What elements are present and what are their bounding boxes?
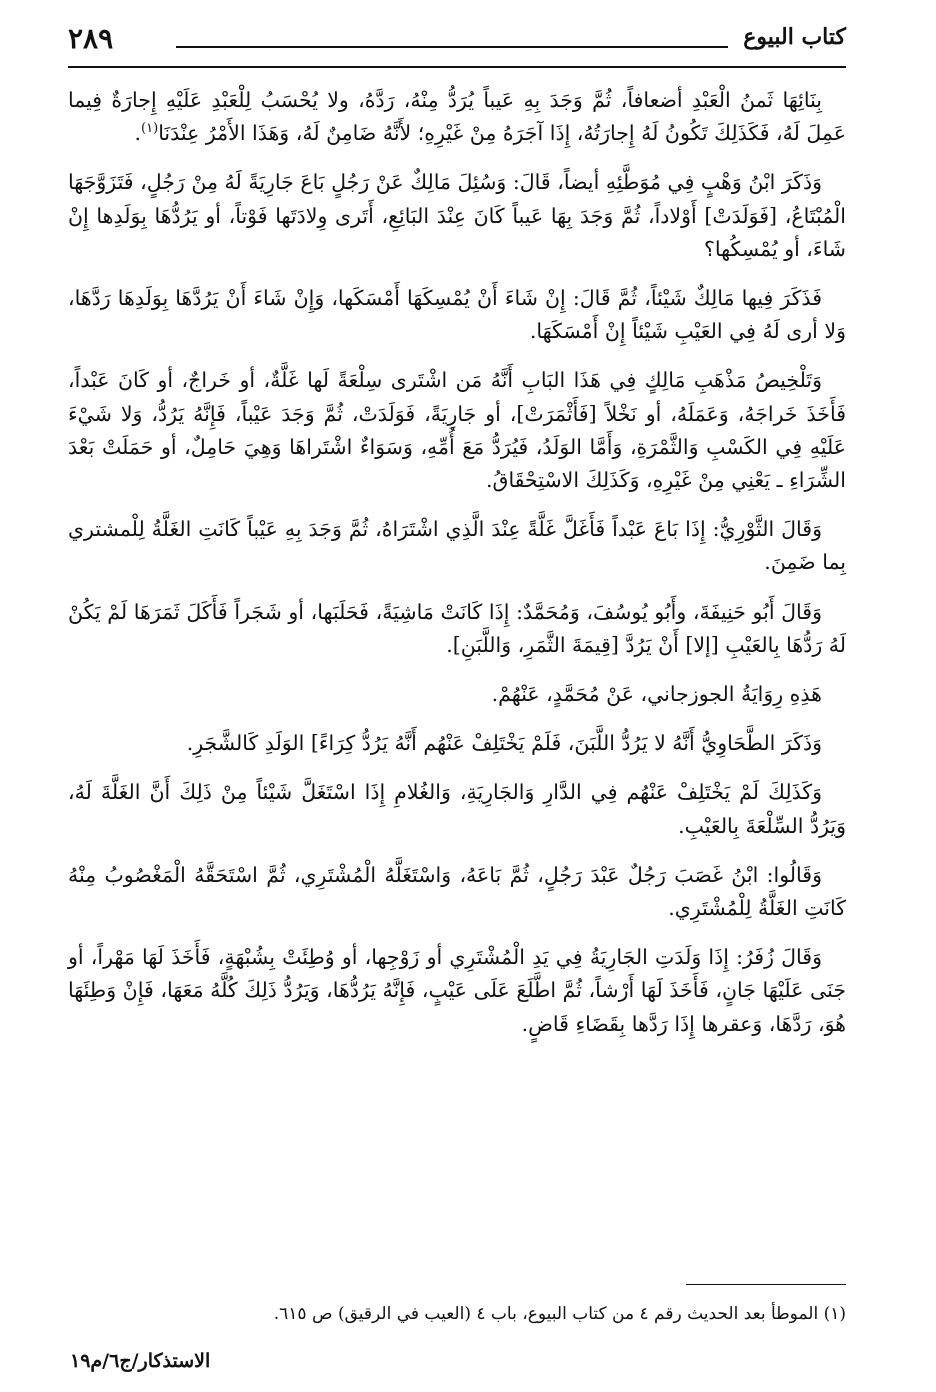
paragraph: وَقَالَ زُفَرُ: إِذَا وَلَدَتِ الجَارِيَةُ فِي يَدِ الْمُشْتَرِي أو زَوْجِها، أو وُطِئَتْ بِشُبْهَةٍ، فَأَخَذَ لَهَا مَهْراً، أو جَنَى عَلَيْهَا جَانٍ، فَأَخَذَ لَهَا أَرْشاً، ثُمَّ اطَّلَعَ عَلَى عَيْبٍ، فَإِنَّهُ يَرُدُّهَا، وَيَرُدُّ ذَلِكَ كُلَّهُ مَعَهَا، فَإِنْ وَطِئَهَا هُوَ، رَدَّهَا، وَعقرها إِذَا رَدَّها بِقَضَاءِ قَاضٍ. xyxy=(68,945,846,1036)
header-line xyxy=(176,46,728,48)
paragraph: وَذَكَرَ ابْنُ وَهْبٍ فِي مُوَطَّئِهِ أيضاً، قَالَ: وَسُئِلَ مَالِكٌ عَنْ رَجُلٍ بَاعَ جَارِيَةً لَهُ مِنْ رَجُلٍ، فَتَزَوَّجَهَا الْمُبْتَاعُ، [فَوَلَدَتْ] أَوْلاداً، ثُمَّ وَجَدَ بِهَا عَيباً كَانَ عِنْدَ البَائِعِ، أَتَرى وِلادَتَها فَوْتاً، أو يَرُدُّهَا بِوَلَدِها إِنْ شَاءَ، أو يُمْسِكُها؟ xyxy=(68,170,846,261)
footnote: (١) الموطأ بعد الحديث رقم ٤ من كتاب البيوع، باب ٤ (العيب في الرقيق) ص ٦١٥. xyxy=(273,1304,846,1324)
running-title: كتاب البيوع xyxy=(743,24,846,50)
paragraph: هَذِهِ رِوَايَةُ الجوزجاني، عَنْ مُحَمَّدٍ، عَنْهُمْ. xyxy=(491,682,822,707)
footnote-rule xyxy=(686,1284,846,1285)
footnote-reference[interactable]: (١) xyxy=(141,121,159,137)
header-rule xyxy=(68,66,846,68)
page-number: ٢٨٩ xyxy=(68,22,114,55)
paragraph-end: . xyxy=(134,121,142,146)
body-text xyxy=(68,84,846,1057)
paragraph: وَتَلْخِيصُ مَذْهَبِ مَالِكٍ فِي هَذَا البَابِ أَنَّهُ مَن اشْتَرى سِلْعَةً لَها غَلَّةٌ، أو خَراجٌ، أو كَانَ عَبْداً، فَأَخَذَ خَراجَهُ، وَعَمَلَهُ، أو نَخْلاً [فَأَثْمَرَتْ]، أو جَارِيَةً، فَوَلَدَتْ، ثُمَّ وَجَدَ عَيْباً، فَإِنَّهُ يَرُدُّ، وَلا شَيْءَ عَلَيْهِ فِي الكَسْبِ وَالثَّمْرَةِ، وَأَمَّا الوَلَدُ، فَيُرَدُّ مَعَ أُمِّهِ، وَسَوَاءٌ اشْتَراهَا وَهِيَ حَامِلٌ، أو حَمَلَتْ بَعْدَ الشِّرَاءِ ـ يَعْنِي مِنْ غَيْرِهِ، وَكَذَلِكَ الاسْتِحْقَاقُ. xyxy=(68,368,846,493)
paragraph: وَقَالُوا: ابْنُ غَصَبَ رَجُلٌ عَبْدَ رَجُلٍ، ثُمَّ بَاعَهُ، وَاسْتَغَلَّهُ الْمُشْتَرِي، ثُمَّ اسْتَحَقَّهُ الْمَغْصُوبُ مِنْهُ كَانَتِ الغَلَّةُ لِلْمُشْتَرِي. xyxy=(68,862,846,921)
paragraph xyxy=(68,84,846,150)
paragraph: وَذَكَرَ الطَّحَاوِيُّ أَنَّهُ لا يَرُدُّ اللَّبَنَ، فَلَمْ يَخْتَلِفْ عَنْهُم أَنَّهُ يَرُدُّ كِرَاءً] الوَلَدِ كَالشَّجَرِ. xyxy=(186,731,822,756)
signature-mark: الاستذكار/ج٦/م١٩ xyxy=(70,1350,211,1372)
paragraph: وَكَذَلِكَ لَمْ يَخْتَلِفْ عَنْهُم فِي الدَّارِ وَالجَارِيَةِ، وَالغُلامِ إِذَا اسْتَغَلَّ شَيْئاً مِنْ ذَلِكَ أَنَّ الغَلَّةَ لَهُ، وَيَرُدُّ السِّلْعَةَ بِالعَيْبِ. xyxy=(68,780,846,838)
page-header xyxy=(68,22,846,62)
paragraph: وَقَالَ أَبُو حَنِيفَةَ، وأَبُو يُوسُفَ، وَمُحَمَّدٌ: إِذَا كَانَتْ مَاشِيَةً، فَحَلَبَها، أو شَجَراً فَأَكَلَ ثَمَرَهَا لَمْ يَكُنْ لَهُ رَدُّهَا بِالعَيْبِ [إلا] أَنْ يَرُدَّ [قِيمَةَ الثَّمَرِ، وَاللَّبَنِ]. xyxy=(68,599,846,657)
paragraph: فَذَكَرَ فِيها مَالِكٌ شَيْئاً، ثُمَّ قَالَ: إِنْ شَاءَ أَنْ يُمْسِكَهَا أَمْسَكَها، وَإِنْ شَاءَ أَنْ يَرُدَّهَا بِوَلَدِهَا رَدَّهَا، وَلا أرى لَهُ فِي العَيْبِ شَيْئاً إِنْ أَمْسَكَهَا. xyxy=(68,286,846,344)
paragraph: وَقَالَ الثَّوْرِيُّ: إِذَا بَاعَ عَبْداً فَأَغَلَّ غَلَّةً عِنْدَ الَّذِي اشْتَرَاهُ، ثُمَّ وَجَدَ بِهِ عَيْباً كَانَتِ الغَلَّةُ لِلْمشتري بِما ضَمِنَ. xyxy=(68,517,846,575)
paragraph-text: بِنَائِهَا ثَمنُ الْعَبْدِ أضعافاً، ثُمَّ وَجَدَ بِهِ عَيباً يُرَدُّ مِنْهُ، رَدَّهُ، ولا يُحْسَبُ لِلْعَبْدِ عَلَيْهِ إِجارَةٌ فِيما عَمِلَ لَهُ، فَكَذَلِكَ تَكُونُ لَهُ إِجارَتُهُ، إِذَا آجَرَهُ مِنْ غَيْرِهِ؛ لأَنَّهُ ضَامِنٌ لَهُ، وَهَذَا الأَمْرُ عِنْدَنَا xyxy=(68,88,846,146)
